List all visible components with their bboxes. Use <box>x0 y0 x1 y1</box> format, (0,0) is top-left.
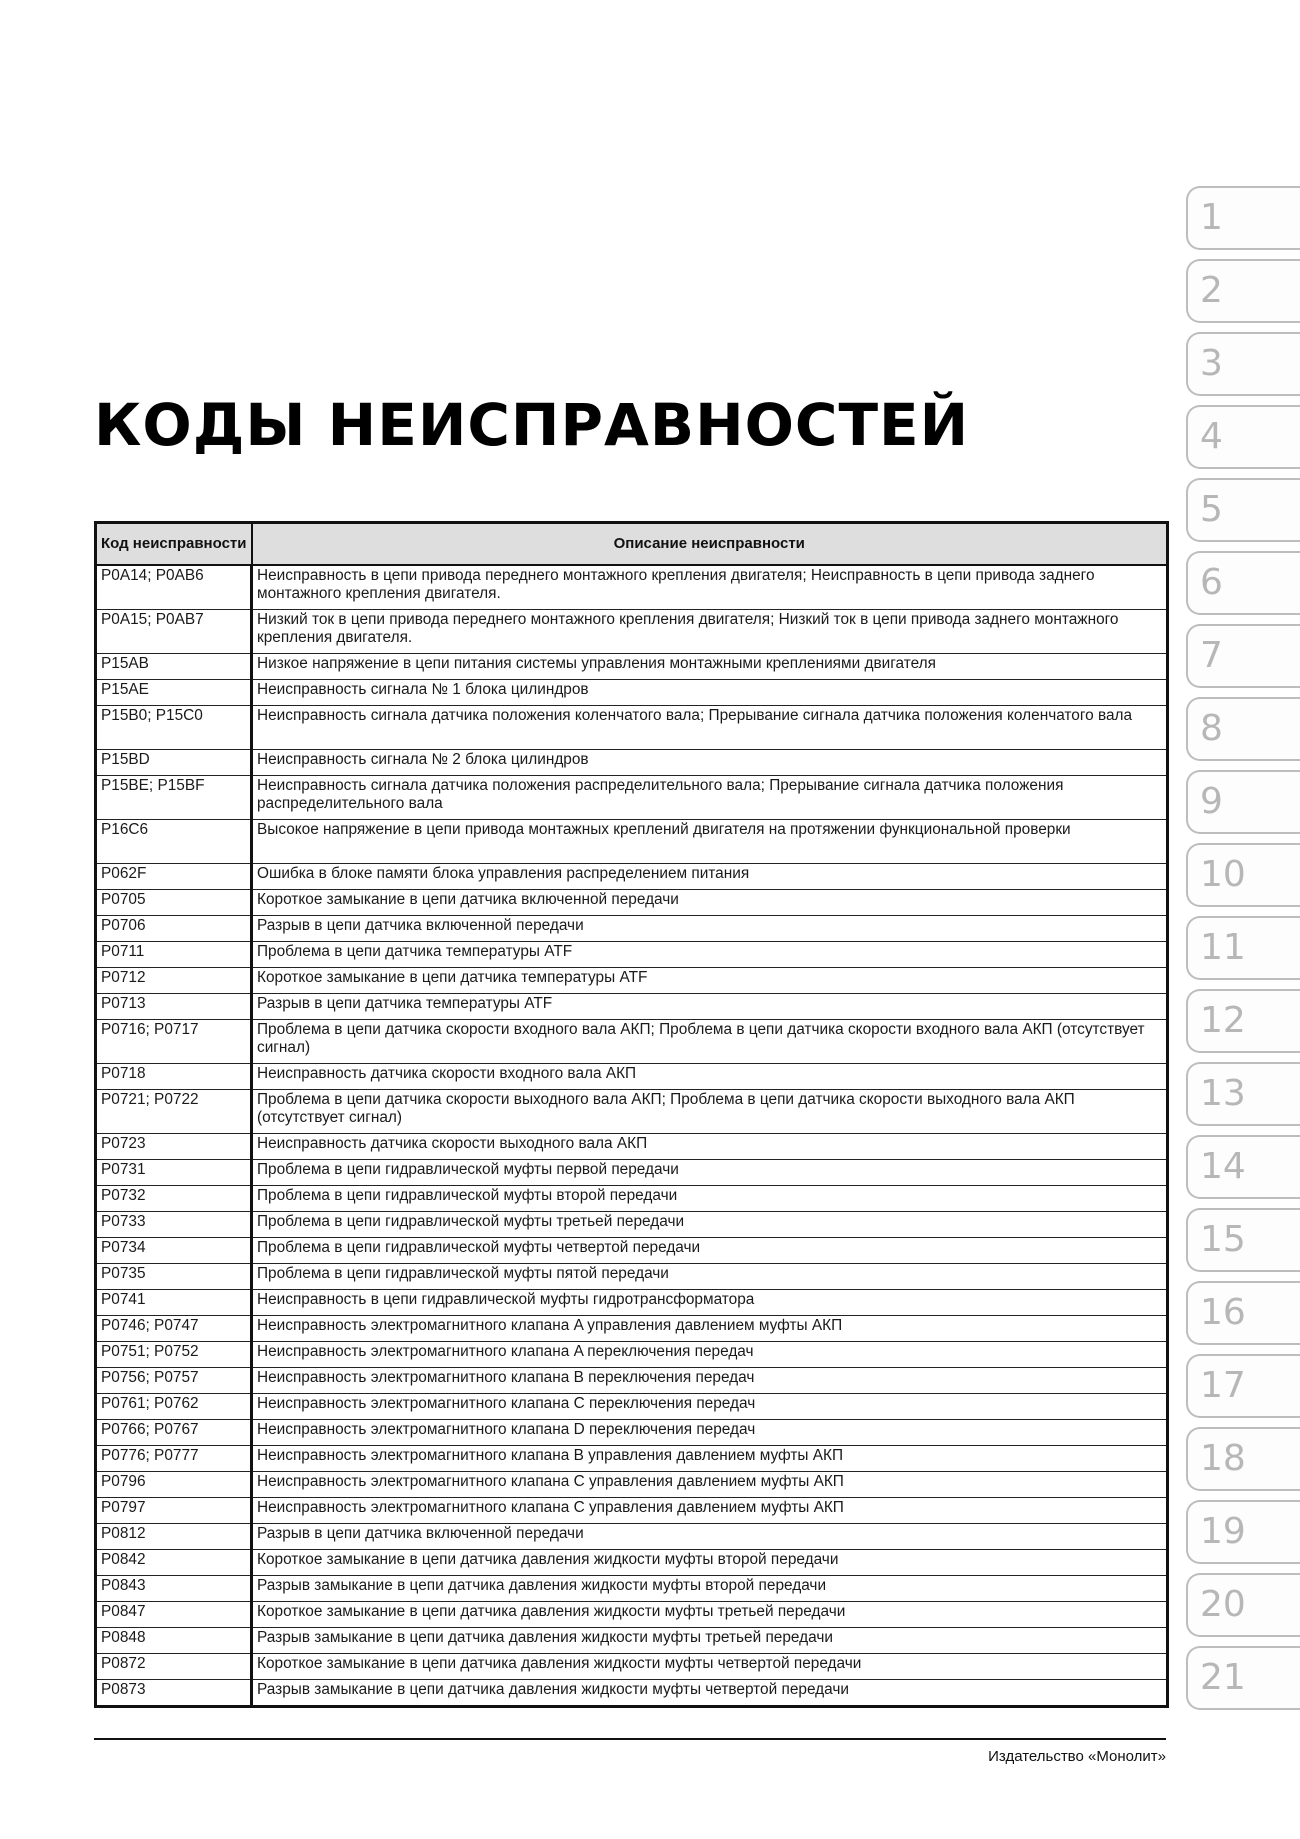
table-row <box>96 1316 1168 1342</box>
chapter-tab-label: 14 <box>1200 1146 1246 1187</box>
fault-description: Проблема в цепи датчика скорости выходного вала АКП; Проблема в цепи датчика скорости выходного вала АКП (отсутствует сигнал) <box>252 1090 1168 1134</box>
table-row <box>96 1680 1168 1707</box>
chapter-tab-8[interactable] <box>1186 697 1300 761</box>
fault-description: Неисправность в цепи гидравлической муфты гидротрансформатора <box>252 1290 1168 1316</box>
fault-code: P0873 <box>96 1680 252 1707</box>
table-row <box>96 1628 1168 1654</box>
fault-description: Низкое напряжение в цепи питания системы управления монтажными креплениями двигателя <box>252 654 1168 680</box>
chapter-tab-16[interactable] <box>1186 1281 1300 1345</box>
fault-code: P0712 <box>96 968 252 994</box>
table-row <box>96 1420 1168 1446</box>
chapter-tab-label: 19 <box>1200 1511 1246 1552</box>
fault-code: P0843 <box>96 1576 252 1602</box>
chapter-tab-15[interactable] <box>1186 1208 1300 1272</box>
table-row <box>96 1654 1168 1680</box>
fault-description: Проблема в цепи гидравлической муфты третьей передачи <box>252 1212 1168 1238</box>
table-row <box>96 1264 1168 1290</box>
chapter-tab-4[interactable] <box>1186 405 1300 469</box>
fault-description: Короткое замыкание в цепи датчика температуры ATF <box>252 968 1168 994</box>
fault-code: P0842 <box>96 1550 252 1576</box>
chapter-tab-18[interactable] <box>1186 1427 1300 1491</box>
fault-description: Неисправность датчика скорости входного вала АКП <box>252 1064 1168 1090</box>
fault-code: P0732 <box>96 1186 252 1212</box>
table-row <box>96 1602 1168 1628</box>
chapter-tab-label: 13 <box>1200 1073 1246 1114</box>
fault-code: P0713 <box>96 994 252 1020</box>
table-row <box>96 565 1168 610</box>
chapter-tab-11[interactable] <box>1186 916 1300 980</box>
publisher-footer: Издательство «Монолит» <box>988 1748 1166 1765</box>
fault-code: P0718 <box>96 1064 252 1090</box>
fault-description: Неисправность сигнала датчика положения распределительного вала; Прерывание сигнала датчика положения распределительного вала <box>252 776 1168 820</box>
table-row <box>96 776 1168 820</box>
table-row <box>96 864 1168 890</box>
table-row <box>96 680 1168 706</box>
fault-description: Неисправность электромагнитного клапана A управления давлением муфты АКП <box>252 1316 1168 1342</box>
fault-code: P0847 <box>96 1602 252 1628</box>
table-row <box>96 890 1168 916</box>
fault-code: P0872 <box>96 1654 252 1680</box>
fault-code: P0734 <box>96 1238 252 1264</box>
table-row <box>96 1090 1168 1134</box>
fault-description: Неисправность электромагнитного клапана C управления давлением муфты АКП <box>252 1472 1168 1498</box>
fault-code: P0848 <box>96 1628 252 1654</box>
fault-description: Неисправность электромагнитного клапана A переключения передач <box>252 1342 1168 1368</box>
fault-description: Проблема в цепи датчика температуры ATF <box>252 942 1168 968</box>
table-row <box>96 1238 1168 1264</box>
chapter-tab-2[interactable] <box>1186 259 1300 323</box>
table-row <box>96 1020 1168 1064</box>
table-row <box>96 1212 1168 1238</box>
chapter-tab-label: 3 <box>1200 343 1223 384</box>
fault-description: Неисправность в цепи привода переднего монтажного крепления двигателя; Неисправность в цепи привода заднего монтажного крепления двигателя. <box>252 565 1168 610</box>
table-row <box>96 1368 1168 1394</box>
fault-code: P0711 <box>96 942 252 968</box>
fault-code: P0761; P0762 <box>96 1394 252 1420</box>
fault-description: Низкий ток в цепи привода переднего монтажного крепления двигателя; Низкий ток в цепи привода заднего монтажного крепления двигателя. <box>252 610 1168 654</box>
table-row <box>96 1160 1168 1186</box>
chapter-tab-label: 21 <box>1200 1657 1246 1698</box>
fault-code: P0746; P0747 <box>96 1316 252 1342</box>
page-title: КОДЫ НЕИСПРАВНОСТЕЙ <box>94 391 970 459</box>
chapter-tab-label: 20 <box>1200 1584 1246 1625</box>
fault-description: Разрыв замыкание в цепи датчика давления жидкости муфты второй передачи <box>252 1576 1168 1602</box>
fault-code: P16C6 <box>96 820 252 864</box>
fault-description: Проблема в цепи гидравлической муфты пятой передачи <box>252 1264 1168 1290</box>
fault-description: Неисправность сигнала датчика положения коленчатого вала; Прерывание сигнала датчика положения коленчатого вала <box>252 706 1168 750</box>
chapter-tab-19[interactable] <box>1186 1500 1300 1564</box>
chapter-tab-12[interactable] <box>1186 989 1300 1053</box>
chapter-tab-label: 18 <box>1200 1438 1246 1479</box>
table-row <box>96 1498 1168 1524</box>
fault-code: P0705 <box>96 890 252 916</box>
fault-code: P0741 <box>96 1290 252 1316</box>
table-row <box>96 1472 1168 1498</box>
fault-description: Неисправность электромагнитного клапана B управления давлением муфты АКП <box>252 1446 1168 1472</box>
chapter-tab-label: 11 <box>1200 927 1246 968</box>
chapter-tab-label: 15 <box>1200 1219 1246 1260</box>
fault-code: P15BD <box>96 750 252 776</box>
chapter-tab-6[interactable] <box>1186 551 1300 615</box>
chapter-tab-label: 1 <box>1200 197 1223 238</box>
table-row <box>96 994 1168 1020</box>
fault-description: Короткое замыкание в цепи датчика давления жидкости муфты второй передачи <box>252 1550 1168 1576</box>
table-row <box>96 654 1168 680</box>
fault-description: Ошибка в блоке памяти блока управления распределением питания <box>252 864 1168 890</box>
fault-description: Разрыв замыкание в цепи датчика давления жидкости муфты третьей передачи <box>252 1628 1168 1654</box>
fault-code: P062F <box>96 864 252 890</box>
fault-description: Проблема в цепи датчика скорости входного вала АКП; Проблема в цепи датчика скорости входного вала АКП (отсутствует сигнал) <box>252 1020 1168 1064</box>
chapter-tab-13[interactable] <box>1186 1062 1300 1126</box>
fault-description: Короткое замыкание в цепи датчика давления жидкости муфты третьей передачи <box>252 1602 1168 1628</box>
fault-code: P0A14; P0AB6 <box>96 565 252 610</box>
fault-code: P15AE <box>96 680 252 706</box>
fault-description: Неисправность сигнала № 2 блока цилиндров <box>252 750 1168 776</box>
fault-description: Проблема в цепи гидравлической муфты второй передачи <box>252 1186 1168 1212</box>
fault-code: P0723 <box>96 1134 252 1160</box>
chapter-tab-1[interactable] <box>1186 186 1300 250</box>
table-row <box>96 820 1168 864</box>
fault-description: Неисправность датчика скорости выходного вала АКП <box>252 1134 1168 1160</box>
chapter-tab-10[interactable] <box>1186 843 1300 907</box>
chapter-tab-9[interactable] <box>1186 770 1300 834</box>
fault-code: P0756; P0757 <box>96 1368 252 1394</box>
chapter-tab-label: 2 <box>1200 270 1223 311</box>
fault-code: P0A15; P0AB7 <box>96 610 252 654</box>
table-row <box>96 968 1168 994</box>
chapter-tabs <box>1186 186 1300 1719</box>
chapter-tab-7[interactable] <box>1186 624 1300 688</box>
fault-code: P15BE; P15BF <box>96 776 252 820</box>
chapter-tab-label: 16 <box>1200 1292 1246 1333</box>
chapter-tab-label: 12 <box>1200 1000 1246 1041</box>
fault-code: P0731 <box>96 1160 252 1186</box>
table-row <box>96 750 1168 776</box>
chapter-tab-label: 6 <box>1200 562 1223 603</box>
table-row <box>96 1186 1168 1212</box>
table-row <box>96 1134 1168 1160</box>
table-row <box>96 1446 1168 1472</box>
fault-description: Высокое напряжение в цепи привода монтажных креплений двигателя на протяжении функциональной проверки <box>252 820 1168 864</box>
fault-code: P0721; P0722 <box>96 1090 252 1134</box>
chapter-tab-14[interactable] <box>1186 1135 1300 1199</box>
chapter-tab-21[interactable] <box>1186 1646 1300 1710</box>
chapter-tab-label: 17 <box>1200 1365 1246 1406</box>
chapter-tab-17[interactable] <box>1186 1354 1300 1418</box>
fault-description: Разрыв в цепи датчика включенной передачи <box>252 1524 1168 1550</box>
table-row <box>96 942 1168 968</box>
chapter-tab-3[interactable] <box>1186 332 1300 396</box>
table-header-row <box>96 523 1168 566</box>
chapter-tab-label: 4 <box>1200 416 1223 457</box>
fault-code: P0776; P0777 <box>96 1446 252 1472</box>
fault-code: P0716; P0717 <box>96 1020 252 1064</box>
fault-code: P0751; P0752 <box>96 1342 252 1368</box>
fault-codes-table <box>94 521 1169 1708</box>
fault-description: Неисправность электромагнитного клапана C управления давлением муфты АКП <box>252 1498 1168 1524</box>
chapter-tab-label: 5 <box>1200 489 1223 530</box>
fault-code: P0735 <box>96 1264 252 1290</box>
chapter-tab-20[interactable] <box>1186 1573 1300 1637</box>
fault-description: Проблема в цепи гидравлической муфты четвертой передачи <box>252 1238 1168 1264</box>
chapter-tab-label: 7 <box>1200 635 1223 676</box>
table-row <box>96 1550 1168 1576</box>
table-row <box>96 1524 1168 1550</box>
chapter-tab-label: 9 <box>1200 781 1223 822</box>
chapter-tab-5[interactable] <box>1186 478 1300 542</box>
footer-rule <box>94 1738 1166 1740</box>
fault-code: P0706 <box>96 916 252 942</box>
table-row <box>96 1290 1168 1316</box>
chapter-tab-label: 10 <box>1200 854 1246 895</box>
table-row <box>96 1576 1168 1602</box>
fault-description: Неисправность электромагнитного клапана D переключения передач <box>252 1420 1168 1446</box>
header-code: Код неисправности <box>96 523 252 566</box>
fault-code: P15AB <box>96 654 252 680</box>
fault-code: P0797 <box>96 1498 252 1524</box>
fault-code: P0766; P0767 <box>96 1420 252 1446</box>
fault-description: Короткое замыкание в цепи датчика включенной передачи <box>252 890 1168 916</box>
fault-description: Разрыв в цепи датчика включенной передачи <box>252 916 1168 942</box>
chapter-tab-label: 8 <box>1200 708 1223 749</box>
fault-code: P0796 <box>96 1472 252 1498</box>
table-row <box>96 610 1168 654</box>
table-row <box>96 916 1168 942</box>
fault-code: P15B0; P15C0 <box>96 706 252 750</box>
fault-description: Неисправность электромагнитного клапана C переключения передач <box>252 1394 1168 1420</box>
table-row <box>96 1394 1168 1420</box>
fault-description: Неисправность электромагнитного клапана B переключения передач <box>252 1368 1168 1394</box>
header-description: Описание неисправности <box>252 523 1168 566</box>
fault-code: P0733 <box>96 1212 252 1238</box>
fault-description: Проблема в цепи гидравлической муфты первой передачи <box>252 1160 1168 1186</box>
table-row <box>96 1342 1168 1368</box>
table-row <box>96 706 1168 750</box>
fault-description: Неисправность сигнала № 1 блока цилиндров <box>252 680 1168 706</box>
fault-description: Разрыв замыкание в цепи датчика давления жидкости муфты четвертой передачи <box>252 1680 1168 1707</box>
fault-code: P0812 <box>96 1524 252 1550</box>
fault-description: Разрыв в цепи датчика температуры ATF <box>252 994 1168 1020</box>
table-row <box>96 1064 1168 1090</box>
fault-description: Короткое замыкание в цепи датчика давления жидкости муфты четвертой передачи <box>252 1654 1168 1680</box>
